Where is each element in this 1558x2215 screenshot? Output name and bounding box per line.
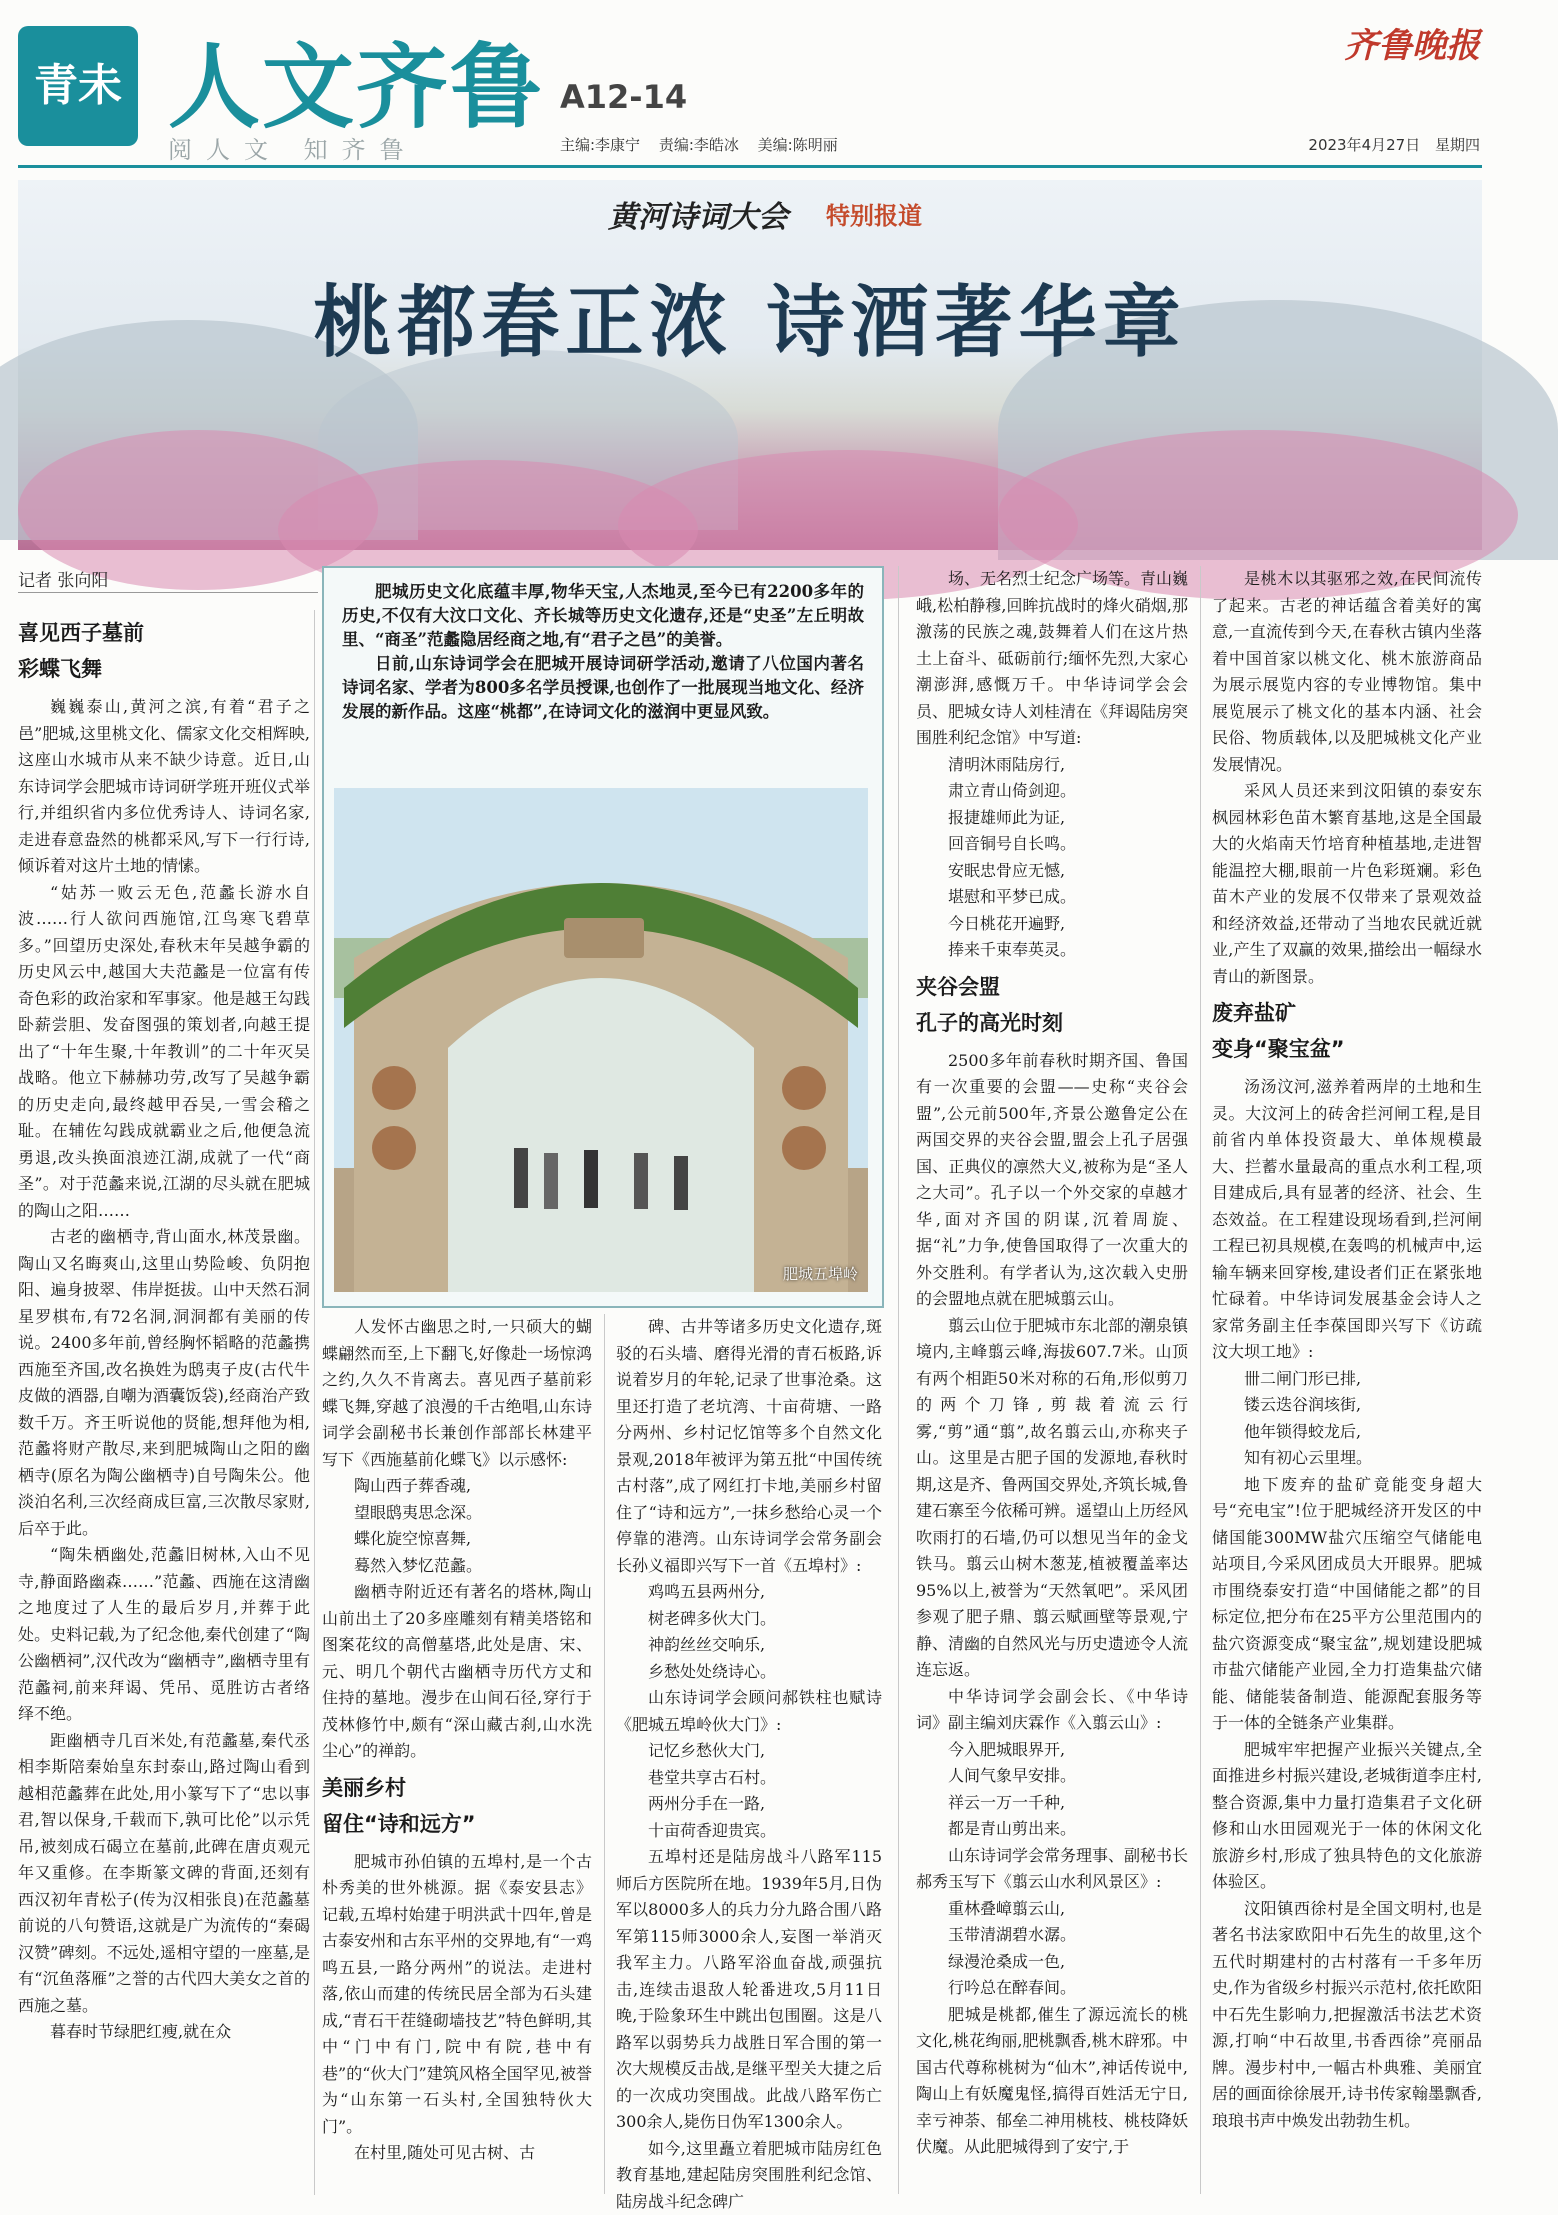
poem-line: 蝶化旋空惊喜舞, [322,1526,592,1553]
poem-line: 重林叠嶂翦云山, [916,1896,1188,1923]
subhead-4-line1: 废弃盐矿 [1212,996,1482,1030]
poem-line: 两州分手在一路, [616,1791,882,1818]
banner-image [18,180,1482,550]
column-divider [314,610,315,2195]
column-3 [616,1314,882,2194]
poem-line: 都是青山剪出来。 [916,1816,1188,1843]
paragraph: 山东诗词学会常务理事、副秘书长郝秀玉写下《翦云山水利风景区》: [916,1843,1188,1896]
column-5 [1212,566,1482,2194]
paragraph: 古老的幽栖寺,背山面水,林茂景幽。陶山又名晦爽山,这里山势险峻、负阴抱阳、遍身披翠、伟岸挺拔。山中天然石洞星罗棋布,有72名洞,洞洞都有美丽的传说。2400多年前,曾经胸怀韬略的范蠡携西施至齐国,改名换姓为鸱夷子皮(古代牛皮做的酒器,自嘲为酒囊饭袋),经商治产致数千万。齐王听说他的贤能,想拜他为相,范蠡将财产散尽,来到肥城陶山之阳的幽栖寺(原名为陶公幽栖寺)自号陶朱公。他淡泊名利,三次经商成巨富,三次散尽家财,后卒于此。 [18,1224,310,1542]
editor-credits: 主编:李康宁 责编:李皓冰 美编:陈明丽 [560,134,838,155]
paragraph: 人发怀古幽思之时,一只硕大的蝴蝶翩然而至,上下翻飞,好像赴一场惊鸿之约,久久不肯离去。喜见西子墓前彩蝶飞舞,穿越了浪漫的千古绝唱,山东诗词学会副秘书长兼创作部部长林建平写下《西施墓前化蝶飞》以示感怀: [322,1314,592,1473]
poem-line: 清明沐雨陆房行, [916,752,1188,779]
subhead-1-line2: 彩蝶飞舞 [18,652,310,686]
poem-line: 玉带清湖碧水潺。 [916,1922,1188,1949]
column-1 [18,610,310,2195]
stone-arch-illustration [334,788,868,1292]
poem-line: 十亩荷香迎贵宾。 [616,1818,882,1845]
subhead-1-line1: 喜见西子墓前 [18,616,310,650]
poem-line: 鸡鸣五县两州分, [616,1579,882,1606]
paragraph: “姑苏一败云无色,范蠡长游水自波……行人欲问西施馆,江鸟寒飞碧草多。”回望历史深处,春秋末年吴越争霸的历史风云中,越国大夫范蠡是一位富有传奇色彩的政治家和军事家。他是越王勾践卧薪尝胆、发奋图强的策划者,向越王提出了“十年生聚,十年教训”的二十年灭吴战略。他立下赫赫功劳,改写了吴越争霸的历史走向,最终越甲吞吴,一雪会稽之耻。在辅佐勾践成就霸业之后,他便急流勇退,改头换面浪迹江湖,成就了一代“商圣”。对于范蠡来说,江湖的尽头就在肥城的陶山之阳…… [18,880,310,1225]
paragraph: 山东诗词学会顾问郝铁柱也赋诗《肥城五埠岭伙大门》: [616,1685,882,1738]
newspaper-name: 齐鲁晚报 [1344,18,1480,67]
poem-line: 知有初心云里埋。 [1212,1445,1482,1472]
poem-line: 今日桃花开遍野, [916,911,1188,938]
paragraph: “陶朱栖幽处,范蠡旧树林,入山不见寺,静面路幽森……”范蠡、西施在这清幽之地度过了人生的最后岁月,并葬于此处。史料记载,为了纪念他,秦代创建了“陶公幽栖祠”,汉代改为“幽栖寺”,幽栖寺里有范蠡祠,前来拜谒、凭吊、觅胜访古者络绎不绝。 [18,1542,310,1728]
byline-rule [18,592,318,593]
column-4 [916,566,1188,2194]
photo-stone-arch [334,788,868,1292]
poem-line: 安眠忠骨应无憾, [916,858,1188,885]
paragraph: 采风人员还来到汶阳镇的泰安东枫园林彩色苗木繁育基地,这是全国最大的火焰南天竹培育种植基地,走进智能温控大棚,眼前一片色彩斑斓。彩色苗木产业的发展不仅带来了景观效益和经济效益,还带动了当地农民就近就业,产生了双赢的效果,描绘出一幅绿水青山的新图景。 [1212,778,1482,990]
paragraph: 幽栖寺附近还有著名的塔林,陶山山前出土了20多座雕刻有精美塔铭和图案花纹的高僧墓塔,此处是唐、宋、元、明几个朝代古幽栖寺历代方丈和住持的墓地。漫步在山间石径,穿行于茂林修竹中,颇有“深山藏古刹,山水洗尘心”的禅韵。 [322,1579,592,1765]
poem-line: 堪慰和平梦已成。 [916,884,1188,911]
paragraph: 汶阳镇西徐村是全国文明村,也是著名书法家欧阳中石先生的故里,这个五代时期建村的古村落有一千多年历史,作为省级乡村振兴示范村,依托欧阳中石先生影响力,把握激活书法艺术资源,打响“中石故里,书香西徐”亮丽品牌。漫步村中,一幅古朴典雅、美丽宜居的画面徐徐展开,诗书传家翰墨飘香,琅琅书声中焕发出勃勃生机。 [1212,1896,1482,2135]
subhead-2-line1: 美丽乡村 [322,1771,592,1805]
byline: 记者 张向阳 [18,566,108,591]
paragraph: 肥城是桃都,催生了源远流长的桃文化,桃花绚丽,肥桃飘香,桃木辟邪。中国古代尊称桃树为“仙木”,神话传说中,陶山上有妖魔鬼怪,搞得百姓活无宁日,幸亏神荼、郁垒二神用桃枝、桃枝降妖伏魔。从此肥城得到了安宁,于 [916,2002,1188,2161]
subhead-3-line2: 孔子的高光时刻 [916,1006,1188,1040]
poem-line: 报捷雄师此为证, [916,805,1188,832]
column-divider [898,566,899,2194]
column-divider [1200,566,1201,2194]
masthead-rule [18,165,1482,168]
paragraph: 中华诗词学会副会长、《中华诗词》副主编刘庆霖作《入翦云山》: [916,1684,1188,1737]
column-divider [604,1314,605,2194]
poem-line: 肃立青山倚剑迎。 [916,778,1188,805]
poem-line: 镂云迭谷润垓街, [1212,1392,1482,1419]
column-2 [322,1314,592,2194]
paragraph: 肥城市孙伯镇的五埠村,是一个古朴秀美的世外桃源。据《泰安县志》记载,五埠村始建于明洪武十四年,曾是古泰安州和古东平州的交界地,有“一鸡鸣五县,一路分两州”的说法。走进村落,依山而建的传统民居全部为石头建成,“青石干茬缝砌墙技艺”特色鲜明,其中“门中有门,院中有院,巷中有巷”的“伙大门”建筑风格全国罕见,被誉为“山东第一石头村,全国独特伙大门”。 [322,1849,592,2141]
poem-line: 记忆乡愁伙大门, [616,1738,882,1765]
special-report-label: 特别报道 [826,196,922,231]
paragraph: 碑、古井等诸多历史文化遗存,斑驳的石头墙、磨得光滑的青石板路,诉说着岁月的年轮,记录了世事沧桑。这里还打造了老坑湾、十亩荷塘、一路分两州、乡村记忆馆等多个自然文化景观,2018年被评为第五批“中国传统古村落”,成了网红打卡地,美丽乡村留住了“诗和远方”,一抹乡愁给心灵一个停靠的港湾。山东诗词学会常务副会长孙义福即兴写下一首《五埠村》: [616,1314,882,1579]
logo: 青未 [18,26,138,146]
poem-line: 捧来千束奉英灵。 [916,937,1188,964]
paragraph: 肥城牢牢把握产业振兴关键点,全面推进乡村振兴建设,老城街道李庄村,整合资源,集中力量打造集君子文化研修和山水田园观光于一体的休闲文化旅游乡村,形成了独具特色的文化旅游体验区。 [1212,1737,1482,1896]
poem-line: 树老碑多伙大门。 [616,1606,882,1633]
poem-line: 巷堂共享古石村。 [616,1765,882,1792]
poem-line: 他年锁得蛟龙后, [1212,1419,1482,1446]
poem-line: 绿漫沧桑成一色, [916,1949,1188,1976]
poem-line: 行吟总在醉春间。 [916,1975,1188,2002]
poem-line: 回音铜号自长鸣。 [916,831,1188,858]
paragraph: 在村里,随处可见古树、古 [322,2140,592,2167]
lead-paragraph: 肥城历史文化底蕴丰厚,物华天宝,人杰地灵,至今已有2200多年的历史,不仅有大汶口文化、齐长城等历史文化遗存,还是“史圣”左丘明故里、“商圣”范蠡隐居经商之地,有“君子之邑”的美誉。 [342,580,864,652]
subhead-3-line1: 夹谷会盟 [916,970,1188,1004]
poem-line: 今入肥城眼界开, [916,1737,1188,1764]
lead-box [322,566,884,1308]
poem-line: 祥云一万一千种, [916,1790,1188,1817]
paragraph: 距幽栖寺几百米处,有范蠡墓,秦代丞相李斯陪秦始皇东封泰山,路过陶山看到越相范蠡葬在此处,用小篆写下了“忠以事君,智以保身,千载而下,孰可比伦”以示凭吊,被刻成石碣立在墓前,此碑在唐贞观元年又重修。在李斯篆文碑的背面,还刻有西汉初年青松子(传为汉相张良)在范蠡墓前说的八句赞语,这就是广为流传的“秦碣汉赞”碑刻。不远处,遥相守望的一座墓,是有“沉鱼落雁”之誉的古代四大美女之首的西施之墓。 [18,1728,310,2020]
paragraph: 五埠村还是陆房战斗八路军115师后方医院所在地。1939年5月,日伪军以8000多人的兵力分九路合围八路军第115师3000余人,妄图一举消灭我军主力。八路军浴血奋战,顽强抗击,连续击退敌人轮番进攻,5月11日晚,于险象环生中跳出包围圈。这是八路军以弱势兵力战胜日军合围的第一次大规模反击战,是继平型关大捷之后的一次成功突围战。此战八路军伤亡300余人,毙伤日伪军1300余人。 [616,1844,882,2136]
headline: 桃都春正浓 诗酒著华章 [18,260,1482,372]
paragraph: 是桃木以其驱邪之效,在民间流传了起来。古老的神话蕴含着美好的寓意,一直流传到今天,在春秋古镇内坐落着中国首家以桃文化、桃木旅游商品为展示展览内容的专业博物馆。集中展览展示了桃文化的基本内涵、社会民俗、物质载体,以及肥城桃文化产业发展情况。 [1212,566,1482,778]
poem-line: 望眼鸱夷思念深。 [322,1500,592,1527]
paragraph: 地下废弃的盐矿竟能变身超大号“充电宝”!位于肥城经济开发区的中储国能300MW盐穴压缩空气储能电站项目,今采风团成员大开眼界。肥城市围绕泰安打造“中国储能之都”的目标定位,把分布在25平方公里范围内的盐穴资源变成“聚宝盆”,规划建设肥城市盐穴储能产业园,全力打造集盐穴储能、储能装备制造、能源配套服务等于一体的全链条产业集群。 [1212,1472,1482,1737]
subhead-4-line2: 变身“聚宝盆” [1212,1032,1482,1066]
page-code: A12-14 [560,78,687,116]
event-kicker: 黄河诗词大会 [608,192,788,236]
section-brand: 人文齐鲁 [168,14,544,146]
paragraph: 暮春时节绿肥红瘦,就在众 [18,2019,310,2046]
paragraph: 场、无名烈士纪念广场等。青山巍峨,松柏静穆,回眸抗战时的烽火硝烟,那激荡的民族之魂,鼓舞着人们在这片热土上奋斗、砥砺前行;缅怀先烈,大家心潮澎湃,感慨万千。中华诗词学会会员、肥城女诗人刘桂清在《拜谒陆房突围胜利纪念馆》中写道: [916,566,1188,752]
paragraph: 汤汤汶河,滋养着两岸的土地和生灵。大汶河上的砖舍拦河闸工程,是目前省内单体投资最大、单体规模最大、拦蓄水量最高的重点水利工程,项目建成后,具有显著的经济、社会、生态效益。在工程建设现场看到,拦河闸工程已初具规模,在轰鸣的机械声中,运输车辆来回穿梭,建设者们正在紧张地忙碌着。中华诗词发展基金会诗人之家常务副主任李葆国即兴写下《访疏汶大坝工地》: [1212,1074,1482,1366]
issue-date: 2023年4月27日 星期四 [1308,134,1480,155]
subhead-2-line2: 留住“诗和远方” [322,1807,592,1841]
paragraph: 2500多年前春秋时期齐国、鲁国有一次重要的会盟——史称“夹谷会盟”,公元前500年,齐景公邀鲁定公在两国交界的夹谷会盟,盟会上孔子居强国、正典仪的凛然大义,被称为是“圣人之大司”。孔子以一个外交家的卓越才华,面对齐国的阴谋,沉着周旋、据“礼”力争,使鲁国取得了一次重大的外交胜利。有学者认为,这次载入史册的会盟地点就在肥城翦云山。 [916,1048,1188,1313]
photo-caption: 肥城五埠岭 [783,1263,858,1284]
paragraph: 巍巍泰山,黄河之滨,有着“君子之邑”肥城,这里桃文化、儒家文化交相辉映,这座山水城市从来不缺少诗意。近日,山东诗词学会肥城市诗词研学班开班仪式举行,并组织省内多位优秀诗人、诗词名家,走进春意盎然的桃都采风,写下一行行诗,倾诉着对这片土地的情愫。 [18,694,310,880]
poem-line: 卌二闸门形已排, [1212,1366,1482,1393]
poem-line: 陶山西子葬香魂, [322,1473,592,1500]
poem-line: 神韵丝丝交响乐, [616,1632,882,1659]
lead-paragraph: 日前,山东诗词学会在肥城开展诗词研学活动,邀请了八位国内著名诗词名家、学者为800多名学员授课,也创作了一批展现当地文化、经济发展的新作品。这座“桃都”,在诗词文化的滋润中更显风致。 [342,652,864,724]
poem-line: 人间气象早安排。 [916,1763,1188,1790]
poem-line: 蓦然入梦忆范蠡。 [322,1553,592,1580]
poem-line: 乡愁处处绕诗心。 [616,1659,882,1686]
tagline: 阅人文 知齐鲁 [168,130,418,165]
paragraph: 翦云山位于肥城市东北部的潮泉镇境内,主峰翦云峰,海拔607.7米。山顶有两个相距50米对称的石角,形似剪刀的两个刀锋,剪裁着流云行雾,“剪”通“翦”,故名翦云山,亦称夹子山。这里是古肥子国的发源地,春秋时期,这是齐、鲁两国交界处,齐筑长城,鲁建石寨至今依稀可辨。遥望山上历经风吹雨打的石墙,仍可以想见当年的金戈铁马。翦云山树木葱茏,植被覆盖率达95%以上,被誉为“天然氧吧”。采风团参观了肥子鼎、翦云赋画壁等景观,宁静、清幽的自然风光与历史遗迹令人流连忘返。 [916,1313,1188,1684]
paragraph: 如今,这里矗立着肥城市陆房红色教育基地,建起陆房突围胜利纪念馆、陆房战斗纪念碑广 [616,2136,882,2215]
